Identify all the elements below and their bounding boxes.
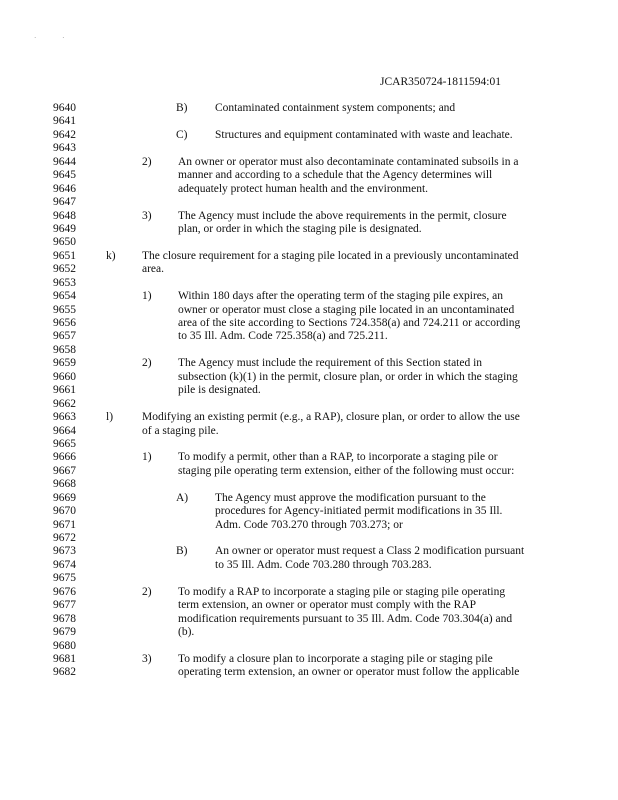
- subsection-label: C): [176, 128, 188, 141]
- line-number: 9657: [53, 330, 76, 343]
- line-number: 9664: [53, 424, 76, 437]
- text-line: [0, 532, 618, 545]
- text-line: [0, 613, 618, 626]
- text-line: [0, 559, 618, 572]
- line-text: An owner or operator must also decontaminate contaminated subsoils in a: [178, 155, 519, 168]
- text-line: [0, 384, 618, 397]
- line-number: 9641: [53, 115, 76, 128]
- line-text: modification requirements pursuant to 35 Ill. Adm. Code 703.304(a) and: [178, 612, 513, 625]
- text-line: [0, 519, 618, 532]
- text-line: [0, 492, 618, 505]
- text-line: [0, 357, 618, 370]
- line-number: 9650: [53, 236, 76, 249]
- line-number: 9665: [53, 437, 76, 450]
- subsection-label: 2): [142, 357, 152, 370]
- text-line: [0, 156, 618, 169]
- line-text: manner and according to a schedule that the Agency determines will: [178, 169, 493, 182]
- line-text: area of the site according to Sections 724.358(a) and 724.211 or according: [178, 317, 521, 329]
- text-line: [0, 263, 618, 276]
- line-number: 9653: [53, 276, 76, 289]
- text-line: [0, 344, 618, 357]
- document-id: JCAR350724-1811594:01: [380, 76, 501, 88]
- line-text: procedures for Agency-initiated permit modifications in 35 Ill.: [215, 505, 503, 518]
- line-number: 9669: [53, 491, 76, 504]
- line-text: staging pile operating term extension, either of the following must occur:: [178, 464, 515, 477]
- text-line: [0, 330, 618, 343]
- text-line: [0, 142, 618, 155]
- line-number: 9640: [53, 102, 76, 114]
- text-line: [0, 478, 618, 491]
- text-line: [0, 196, 618, 209]
- text-line: [0, 223, 618, 236]
- text-line: [0, 545, 618, 558]
- line-number: 9647: [53, 196, 76, 209]
- text-line: [0, 398, 618, 411]
- line-number: 9661: [53, 384, 76, 397]
- line-number: 9679: [53, 626, 76, 639]
- line-number: 9662: [53, 397, 76, 410]
- line-text: The closure requirement for a staging pile located in a previously uncontaminated: [142, 249, 519, 262]
- line-number: 9673: [53, 545, 76, 558]
- line-number: 9655: [53, 303, 76, 316]
- line-text: plan, or order in which the staging pile is designated.: [178, 222, 422, 235]
- text-line: [0, 425, 618, 438]
- line-number: 9643: [53, 142, 76, 155]
- text-line: [0, 371, 618, 384]
- subsection-label: k): [106, 249, 116, 262]
- line-number: 9652: [53, 263, 76, 276]
- line-text: The Agency must include the above requirements in the permit, closure: [178, 209, 507, 222]
- subsection-label: l): [106, 411, 114, 424]
- text-line: [0, 304, 618, 317]
- line-number: 9651: [53, 249, 76, 262]
- line-number: 9675: [53, 572, 76, 585]
- subsection-label: 1): [142, 451, 152, 464]
- subsection-label: A): [176, 491, 189, 504]
- line-number: 9672: [53, 532, 76, 544]
- text-line: [0, 572, 618, 585]
- line-text: pile is designated.: [178, 384, 261, 397]
- text-line: [0, 505, 618, 518]
- text-line: [0, 115, 618, 128]
- line-text: term extension, an owner or operator must comply with the RAP: [178, 599, 476, 612]
- line-text: The Agency must include the requirement of this Section stated in: [178, 357, 483, 370]
- line-number: 9667: [53, 464, 76, 477]
- text-line: [0, 640, 618, 653]
- line-number: 9663: [53, 411, 76, 424]
- text-line: [0, 250, 618, 263]
- line-number: 9656: [53, 317, 76, 329]
- line-text: Modifying an existing permit (e.g., a RAP), closure plan, or order to allow the use: [142, 411, 520, 424]
- line-number: 9677: [53, 599, 76, 612]
- line-number: 9670: [53, 505, 76, 518]
- line-number: 9648: [53, 209, 76, 222]
- text-line: [0, 290, 618, 303]
- line-number: 9649: [53, 222, 76, 235]
- line-text: operating term extension, an owner or operator must follow the applicable: [178, 666, 520, 679]
- line-number: 9678: [53, 612, 76, 625]
- scan-artifact: · ·: [34, 34, 77, 42]
- line-text: to 35 Ill. Adm. Code 725.358(a) and 725.211.: [178, 330, 388, 343]
- text-line: [0, 586, 618, 599]
- subsection-label: 2): [142, 585, 152, 598]
- text-line: [0, 169, 618, 182]
- text-line: [0, 183, 618, 196]
- subsection-label: 3): [142, 652, 152, 665]
- numbered-text-lines: [0, 102, 618, 680]
- text-line: [0, 599, 618, 612]
- text-line: [0, 102, 618, 115]
- text-line: [0, 236, 618, 249]
- text-line: [0, 666, 618, 679]
- line-number: 9671: [53, 518, 76, 531]
- text-line: [0, 465, 618, 478]
- subsection-label: 1): [142, 290, 152, 303]
- subsection-label: B): [176, 102, 188, 114]
- line-text: To modify a closure plan to incorporate a staging pile or staging pile: [178, 652, 493, 665]
- line-text: Within 180 days after the operating term of the staging pile expires, an: [178, 290, 503, 303]
- line-text: owner or operator must close a staging pile located in an uncontaminated: [178, 303, 515, 316]
- line-number: 9642: [53, 128, 76, 141]
- line-number: 9676: [53, 585, 76, 598]
- line-number: 9660: [53, 370, 76, 383]
- line-number: 9645: [53, 169, 76, 182]
- line-text: Contaminated containment system components; and: [215, 102, 456, 114]
- text-line: [0, 129, 618, 142]
- text-line: [0, 438, 618, 451]
- text-line: [0, 277, 618, 290]
- text-line: [0, 210, 618, 223]
- text-line: [0, 626, 618, 639]
- line-number: 9659: [53, 357, 76, 370]
- line-number: 9644: [53, 155, 76, 168]
- line-text: To modify a permit, other than a RAP, to incorporate a staging pile or: [178, 451, 498, 464]
- line-text: of a staging pile.: [142, 424, 219, 437]
- line-number: 9654: [53, 290, 76, 303]
- subsection-label: 3): [142, 209, 152, 222]
- line-text: The Agency must approve the modification pursuant to the: [215, 491, 486, 504]
- line-text: Adm. Code 703.270 through 703.273; or: [215, 518, 403, 531]
- text-line: [0, 653, 618, 666]
- line-number: 9681: [53, 652, 76, 665]
- line-text: to 35 Ill. Adm. Code 703.280 through 703.283.: [215, 558, 432, 571]
- line-number: 9680: [53, 639, 76, 652]
- line-number: 9682: [53, 666, 76, 679]
- line-text: subsection (k)(1) in the permit, closure plan, or order in which the staging: [178, 370, 518, 383]
- text-line: [0, 451, 618, 464]
- line-number: 9666: [53, 451, 76, 464]
- line-text: An owner or operator must request a Class 2 modification pursuant: [215, 545, 525, 558]
- line-text: (b).: [178, 626, 195, 639]
- line-text: area.: [142, 263, 165, 276]
- line-number: 9658: [53, 343, 76, 356]
- line-text: Structures and equipment contaminated with waste and leachate.: [215, 128, 513, 141]
- line-text: adequately protect human health and the environment.: [178, 182, 429, 195]
- text-line: [0, 317, 618, 330]
- subsection-label: 2): [142, 155, 152, 168]
- line-text: To modify a RAP to incorporate a staging pile or staging pile operating: [178, 585, 506, 598]
- line-number: 9674: [53, 558, 76, 571]
- line-number: 9646: [53, 182, 76, 195]
- line-number: 9668: [53, 478, 76, 491]
- text-line: [0, 411, 618, 424]
- subsection-label: B): [176, 545, 188, 558]
